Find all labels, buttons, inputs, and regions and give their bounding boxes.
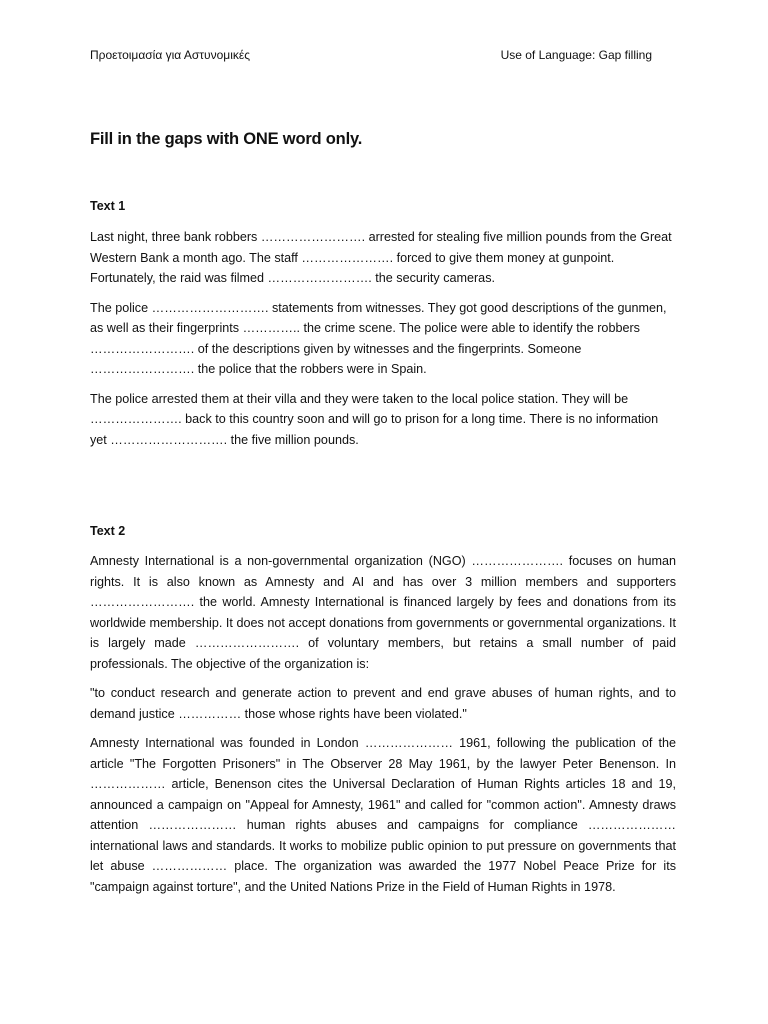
exercise-instructions: Fill in the gaps with ONE word only. bbox=[90, 130, 363, 148]
text2-paragraph: Amnesty International is a non-governmental organization (NGO) …………………. focuses on human rights. It is also known as Amnesty and AI and has over 3 million members and supporters ……………………. the world. Amnesty International is financed largely by fees and donations from its worldwide membership. It does not accept donations from governments or governmental organizations. It is largely made ……………………. of voluntary members, but retains a small number of paid professionals. The objective of the organization is: bbox=[90, 554, 676, 671]
text1-paragraph: The police arrested them at their villa and they were taken to the local police station. They will be …………………. back to this country soon and will go to prison for a long time. There is no information yet ………………………. the five million pounds. bbox=[90, 391, 659, 447]
header-course-title: Προετοιμασία για Αστυνομικές bbox=[90, 48, 250, 62]
text1-paragraph: The police ………………………. statements from witnesses. They got good descriptions of the gunmen, as well as their fingerprints ………….. the crime scene. The police were able to identify the robbers ……………………. of the descriptions given by witnesses and the fingerprints. Someone ……………………. the police that the robbers were in Spain. bbox=[90, 300, 667, 376]
text1-title: Text 1 bbox=[90, 199, 126, 213]
text2-body bbox=[90, 551, 676, 906]
text2-paragraph: Amnesty International was founded in London ………………… 1961, following the publication of the article "The Forgotten Prisoners" in The Observer 28 May 1961, by the lawyer Peter Benenson. In ……………… article, Benenson cites the Universal Declaration of Human Rights articles 18 and 19, announced a campaign on "Appeal for Amnesty, 1961" and called for "common action". Amnesty draws attention ………………… human rights abuses and campaigns for compliance ………………… international laws and standards. It works to mobilize public opinion to put pressure on governments that let abuse ……………… place. The organization was awarded the 1977 Nobel Peace Prize for its "campaign against torture", and the United Nations Prize in the Field of Human Rights in 1978. bbox=[90, 736, 676, 894]
text2-paragraph: "to conduct research and generate action to prevent and end grave abuses of human rights, and to demand justice …………… those whose rights have been violated." bbox=[90, 686, 676, 721]
text2-title: Text 2 bbox=[90, 524, 126, 538]
text1-body bbox=[90, 227, 676, 459]
text1-paragraph: Last night, three bank robbers ……………………. arrested for stealing five million pounds from the Great Western Bank a month ago. The staff …………………. forced to give them money at gunpoint. Fortunately, the raid was filmed ……………………. the security cameras. bbox=[90, 230, 672, 285]
header-section-title: Use of Language: Gap filling bbox=[500, 48, 652, 62]
